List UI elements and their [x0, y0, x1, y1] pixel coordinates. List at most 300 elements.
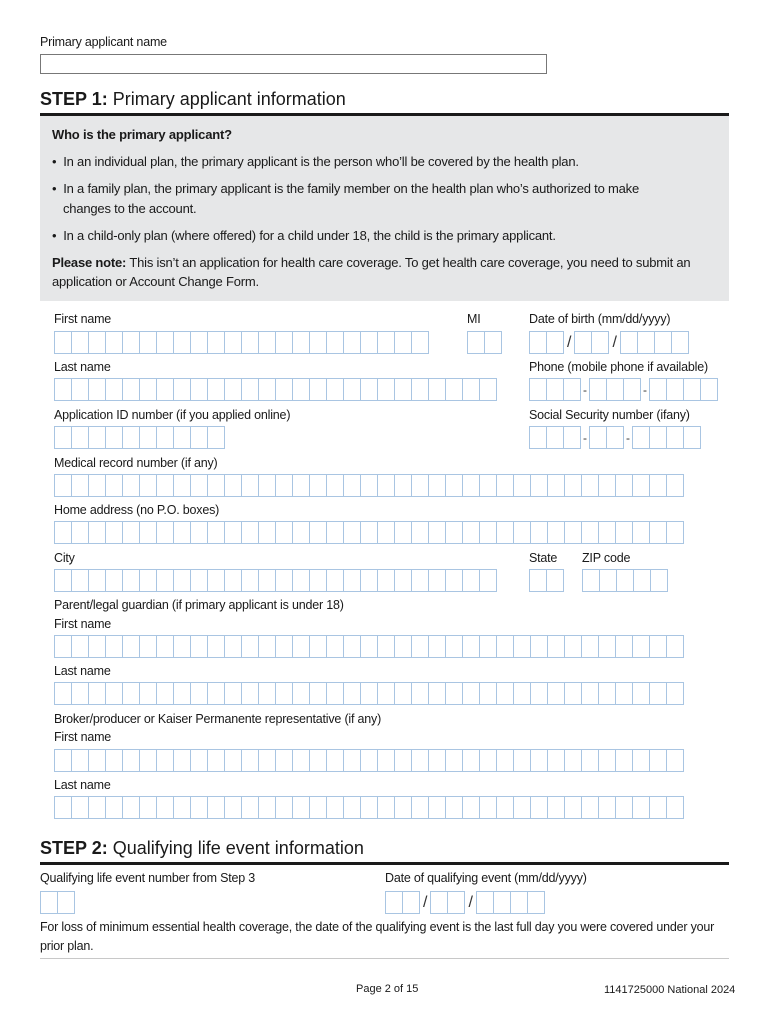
char-box[interactable]	[309, 331, 326, 354]
char-box[interactable]	[326, 635, 343, 658]
char-box[interactable]	[620, 331, 637, 354]
char-box[interactable]	[224, 682, 241, 705]
char-box[interactable]	[292, 635, 309, 658]
char-box[interactable]	[546, 569, 564, 592]
char-box[interactable]	[428, 682, 445, 705]
char-box[interactable]	[377, 521, 394, 544]
char-box[interactable]	[666, 796, 684, 819]
char-box[interactable]	[606, 378, 623, 401]
char-box[interactable]	[190, 331, 207, 354]
char-box[interactable]	[105, 426, 122, 449]
char-box[interactable]	[88, 521, 105, 544]
char-box[interactable]	[428, 521, 445, 544]
char-box[interactable]	[589, 378, 606, 401]
char-box[interactable]	[462, 796, 479, 819]
char-box[interactable]	[402, 891, 420, 914]
char-box[interactable]	[430, 891, 447, 914]
ssn-input[interactable]	[529, 426, 701, 449]
char-box[interactable]	[241, 474, 258, 497]
char-box[interactable]	[564, 635, 581, 658]
char-box[interactable]	[156, 474, 173, 497]
char-box[interactable]	[377, 378, 394, 401]
char-box[interactable]	[394, 682, 411, 705]
char-box[interactable]	[122, 796, 139, 819]
char-box[interactable]	[105, 635, 122, 658]
char-box[interactable]	[479, 635, 496, 658]
char-box[interactable]	[360, 796, 377, 819]
char-box[interactable]	[326, 474, 343, 497]
char-box[interactable]	[54, 796, 71, 819]
char-box[interactable]	[156, 569, 173, 592]
char-box[interactable]	[529, 378, 546, 401]
char-box[interactable]	[71, 682, 88, 705]
char-box[interactable]	[666, 426, 683, 449]
application-id-input[interactable]	[54, 426, 225, 449]
char-box[interactable]	[547, 521, 564, 544]
char-box[interactable]	[479, 682, 496, 705]
char-box[interactable]	[428, 378, 445, 401]
char-box[interactable]	[241, 749, 258, 772]
char-box[interactable]	[496, 749, 513, 772]
char-box[interactable]	[275, 331, 292, 354]
char-box[interactable]	[581, 796, 598, 819]
char-box[interactable]	[666, 682, 684, 705]
char-box[interactable]	[428, 474, 445, 497]
char-box[interactable]	[394, 635, 411, 658]
char-box[interactable]	[445, 749, 462, 772]
char-box[interactable]	[173, 569, 190, 592]
char-box[interactable]	[462, 378, 479, 401]
char-box[interactable]	[258, 331, 275, 354]
char-box[interactable]	[207, 426, 225, 449]
char-box[interactable]	[484, 331, 502, 354]
char-box[interactable]	[88, 331, 105, 354]
char-box[interactable]	[496, 796, 513, 819]
char-box[interactable]	[377, 749, 394, 772]
char-box[interactable]	[275, 635, 292, 658]
char-box[interactable]	[105, 682, 122, 705]
char-box[interactable]	[275, 378, 292, 401]
char-box[interactable]	[343, 521, 360, 544]
char-box[interactable]	[292, 682, 309, 705]
char-box[interactable]	[173, 749, 190, 772]
char-box[interactable]	[207, 378, 224, 401]
char-box[interactable]	[547, 796, 564, 819]
char-box[interactable]	[529, 569, 546, 592]
char-box[interactable]	[411, 635, 428, 658]
char-box[interactable]	[88, 569, 105, 592]
char-box[interactable]	[190, 796, 207, 819]
char-box[interactable]	[564, 521, 581, 544]
char-box[interactable]	[598, 474, 615, 497]
char-box[interactable]	[139, 521, 156, 544]
char-box[interactable]	[156, 378, 173, 401]
char-box[interactable]	[258, 378, 275, 401]
char-box[interactable]	[513, 474, 530, 497]
home-address-input[interactable]	[54, 521, 684, 544]
broker-first-name-input[interactable]	[54, 749, 684, 772]
char-box[interactable]	[462, 682, 479, 705]
char-box[interactable]	[683, 426, 701, 449]
char-box[interactable]	[666, 749, 684, 772]
char-box[interactable]	[606, 426, 624, 449]
char-box[interactable]	[563, 426, 581, 449]
char-box[interactable]	[57, 891, 75, 914]
char-box[interactable]	[173, 426, 190, 449]
char-box[interactable]	[445, 682, 462, 705]
char-box[interactable]	[343, 635, 360, 658]
char-box[interactable]	[411, 749, 428, 772]
char-box[interactable]	[411, 331, 429, 354]
char-box[interactable]	[71, 749, 88, 772]
char-box[interactable]	[156, 426, 173, 449]
char-box[interactable]	[105, 521, 122, 544]
char-box[interactable]	[122, 378, 139, 401]
char-box[interactable]	[292, 569, 309, 592]
char-box[interactable]	[513, 682, 530, 705]
char-box[interactable]	[326, 378, 343, 401]
char-box[interactable]	[598, 682, 615, 705]
char-box[interactable]	[326, 569, 343, 592]
char-box[interactable]	[530, 521, 547, 544]
char-box[interactable]	[122, 331, 139, 354]
char-box[interactable]	[173, 474, 190, 497]
char-box[interactable]	[462, 521, 479, 544]
char-box[interactable]	[598, 749, 615, 772]
char-box[interactable]	[428, 796, 445, 819]
char-box[interactable]	[343, 569, 360, 592]
char-box[interactable]	[574, 331, 591, 354]
char-box[interactable]	[105, 796, 122, 819]
char-box[interactable]	[377, 331, 394, 354]
char-box[interactable]	[275, 796, 292, 819]
char-box[interactable]	[105, 331, 122, 354]
char-box[interactable]	[513, 796, 530, 819]
char-box[interactable]	[546, 378, 563, 401]
char-box[interactable]	[71, 569, 88, 592]
char-box[interactable]	[530, 749, 547, 772]
char-box[interactable]	[564, 796, 581, 819]
char-box[interactable]	[156, 796, 173, 819]
char-box[interactable]	[411, 569, 428, 592]
char-box[interactable]	[462, 569, 479, 592]
char-box[interactable]	[394, 331, 411, 354]
char-box[interactable]	[394, 474, 411, 497]
event-date-input[interactable]	[385, 891, 545, 914]
char-box[interactable]	[40, 891, 57, 914]
char-box[interactable]	[71, 331, 88, 354]
char-box[interactable]	[54, 569, 71, 592]
char-box[interactable]	[258, 682, 275, 705]
dob-input[interactable]	[529, 331, 689, 354]
char-box[interactable]	[649, 682, 666, 705]
char-box[interactable]	[479, 521, 496, 544]
char-box[interactable]	[343, 749, 360, 772]
char-box[interactable]	[581, 635, 598, 658]
char-box[interactable]	[650, 569, 668, 592]
char-box[interactable]	[649, 378, 666, 401]
char-box[interactable]	[360, 331, 377, 354]
char-box[interactable]	[428, 569, 445, 592]
char-box[interactable]	[241, 569, 258, 592]
char-box[interactable]	[343, 378, 360, 401]
char-box[interactable]	[105, 749, 122, 772]
char-box[interactable]	[122, 682, 139, 705]
char-box[interactable]	[615, 521, 632, 544]
char-box[interactable]	[173, 521, 190, 544]
char-box[interactable]	[377, 474, 394, 497]
char-box[interactable]	[292, 474, 309, 497]
char-box[interactable]	[54, 474, 71, 497]
char-box[interactable]	[616, 569, 633, 592]
char-box[interactable]	[530, 474, 547, 497]
ssn-part-2[interactable]	[589, 426, 624, 449]
char-box[interactable]	[122, 635, 139, 658]
char-box[interactable]	[599, 569, 616, 592]
char-box[interactable]	[122, 749, 139, 772]
char-box[interactable]	[207, 331, 224, 354]
char-box[interactable]	[275, 569, 292, 592]
char-box[interactable]	[139, 569, 156, 592]
char-box[interactable]	[190, 474, 207, 497]
char-box[interactable]	[54, 426, 71, 449]
char-box[interactable]	[224, 635, 241, 658]
char-box[interactable]	[190, 749, 207, 772]
char-box[interactable]	[360, 682, 377, 705]
char-box[interactable]	[564, 682, 581, 705]
event-number-input[interactable]	[40, 891, 75, 914]
char-box[interactable]	[275, 521, 292, 544]
char-box[interactable]	[139, 426, 156, 449]
char-box[interactable]	[615, 796, 632, 819]
char-box[interactable]	[207, 796, 224, 819]
char-box[interactable]	[445, 796, 462, 819]
char-box[interactable]	[326, 331, 343, 354]
char-box[interactable]	[615, 474, 632, 497]
char-box[interactable]	[496, 474, 513, 497]
char-box[interactable]	[377, 682, 394, 705]
char-box[interactable]	[122, 521, 139, 544]
char-box[interactable]	[385, 891, 402, 914]
char-box[interactable]	[633, 569, 650, 592]
char-box[interactable]	[105, 569, 122, 592]
char-box[interactable]	[258, 796, 275, 819]
char-box[interactable]	[445, 378, 462, 401]
first-name-input[interactable]	[54, 331, 429, 354]
char-box[interactable]	[411, 682, 428, 705]
primary-applicant-name-input[interactable]	[40, 54, 547, 74]
medical-record-input[interactable]	[54, 474, 684, 497]
char-box[interactable]	[445, 474, 462, 497]
char-box[interactable]	[88, 682, 105, 705]
char-box[interactable]	[207, 521, 224, 544]
char-box[interactable]	[428, 749, 445, 772]
char-box[interactable]	[547, 474, 564, 497]
char-box[interactable]	[496, 521, 513, 544]
zip-input[interactable]	[582, 569, 668, 592]
char-box[interactable]	[479, 474, 496, 497]
char-box[interactable]	[156, 635, 173, 658]
char-box[interactable]	[156, 521, 173, 544]
char-box[interactable]	[88, 635, 105, 658]
char-box[interactable]	[190, 521, 207, 544]
char-box[interactable]	[309, 796, 326, 819]
char-box[interactable]	[632, 474, 649, 497]
char-box[interactable]	[258, 474, 275, 497]
char-box[interactable]	[309, 569, 326, 592]
dob-day[interactable]	[574, 331, 609, 354]
char-box[interactable]	[683, 378, 700, 401]
char-box[interactable]	[591, 331, 609, 354]
char-box[interactable]	[190, 682, 207, 705]
char-box[interactable]	[462, 635, 479, 658]
char-box[interactable]	[666, 635, 684, 658]
char-box[interactable]	[173, 378, 190, 401]
char-box[interactable]	[343, 331, 360, 354]
char-box[interactable]	[258, 569, 275, 592]
char-box[interactable]	[615, 682, 632, 705]
char-box[interactable]	[309, 378, 326, 401]
char-box[interactable]	[360, 521, 377, 544]
char-box[interactable]	[139, 682, 156, 705]
city-input[interactable]	[54, 569, 497, 592]
char-box[interactable]	[292, 796, 309, 819]
char-box[interactable]	[598, 796, 615, 819]
dob-year[interactable]	[620, 331, 689, 354]
char-box[interactable]	[156, 749, 173, 772]
char-box[interactable]	[241, 682, 258, 705]
char-box[interactable]	[467, 331, 484, 354]
ssn-part-3[interactable]	[632, 426, 701, 449]
char-box[interactable]	[241, 378, 258, 401]
char-box[interactable]	[493, 891, 510, 914]
char-box[interactable]	[258, 635, 275, 658]
char-box[interactable]	[71, 474, 88, 497]
char-box[interactable]	[428, 635, 445, 658]
char-box[interactable]	[326, 521, 343, 544]
char-box[interactable]	[530, 635, 547, 658]
broker-last-name-input[interactable]	[54, 796, 684, 819]
char-box[interactable]	[529, 331, 546, 354]
char-box[interactable]	[190, 426, 207, 449]
char-box[interactable]	[632, 682, 649, 705]
state-input[interactable]	[529, 569, 564, 592]
char-box[interactable]	[582, 569, 599, 592]
char-box[interactable]	[309, 749, 326, 772]
guardian-first-name-input[interactable]	[54, 635, 684, 658]
char-box[interactable]	[326, 749, 343, 772]
char-box[interactable]	[190, 569, 207, 592]
char-box[interactable]	[479, 749, 496, 772]
char-box[interactable]	[224, 474, 241, 497]
event-year[interactable]	[476, 891, 545, 914]
char-box[interactable]	[241, 796, 258, 819]
char-box[interactable]	[343, 474, 360, 497]
char-box[interactable]	[666, 378, 683, 401]
char-box[interactable]	[224, 796, 241, 819]
char-box[interactable]	[190, 378, 207, 401]
char-box[interactable]	[513, 635, 530, 658]
char-box[interactable]	[462, 474, 479, 497]
char-box[interactable]	[122, 474, 139, 497]
char-box[interactable]	[207, 749, 224, 772]
char-box[interactable]	[632, 426, 649, 449]
event-day[interactable]	[430, 891, 465, 914]
char-box[interactable]	[88, 426, 105, 449]
char-box[interactable]	[510, 891, 527, 914]
char-box[interactable]	[411, 474, 428, 497]
char-box[interactable]	[241, 331, 258, 354]
char-box[interactable]	[360, 378, 377, 401]
char-box[interactable]	[309, 682, 326, 705]
char-box[interactable]	[649, 521, 666, 544]
char-box[interactable]	[54, 749, 71, 772]
char-box[interactable]	[71, 378, 88, 401]
char-box[interactable]	[666, 521, 684, 544]
char-box[interactable]	[173, 635, 190, 658]
char-box[interactable]	[445, 569, 462, 592]
phone-prefix[interactable]	[589, 378, 641, 401]
char-box[interactable]	[88, 749, 105, 772]
char-box[interactable]	[292, 331, 309, 354]
char-box[interactable]	[623, 378, 641, 401]
char-box[interactable]	[258, 749, 275, 772]
char-box[interactable]	[671, 331, 689, 354]
phone-area[interactable]	[529, 378, 581, 401]
char-box[interactable]	[54, 521, 71, 544]
char-box[interactable]	[139, 331, 156, 354]
char-box[interactable]	[241, 635, 258, 658]
char-box[interactable]	[360, 749, 377, 772]
char-box[interactable]	[71, 426, 88, 449]
ssn-part-1[interactable]	[529, 426, 581, 449]
char-box[interactable]	[139, 474, 156, 497]
char-box[interactable]	[589, 426, 606, 449]
char-box[interactable]	[394, 521, 411, 544]
char-box[interactable]	[394, 378, 411, 401]
char-box[interactable]	[54, 682, 71, 705]
char-box[interactable]	[394, 796, 411, 819]
char-box[interactable]	[224, 378, 241, 401]
phone-input[interactable]	[529, 378, 718, 401]
char-box[interactable]	[207, 635, 224, 658]
char-box[interactable]	[445, 635, 462, 658]
char-box[interactable]	[598, 521, 615, 544]
char-box[interactable]	[547, 635, 564, 658]
char-box[interactable]	[343, 796, 360, 819]
char-box[interactable]	[54, 378, 71, 401]
char-box[interactable]	[547, 749, 564, 772]
char-box[interactable]	[360, 569, 377, 592]
char-box[interactable]	[139, 635, 156, 658]
char-box[interactable]	[649, 474, 666, 497]
char-box[interactable]	[360, 635, 377, 658]
char-box[interactable]	[105, 474, 122, 497]
char-box[interactable]	[666, 474, 684, 497]
char-box[interactable]	[156, 682, 173, 705]
char-box[interactable]	[546, 426, 563, 449]
char-box[interactable]	[564, 474, 581, 497]
char-box[interactable]	[275, 749, 292, 772]
char-box[interactable]	[394, 569, 411, 592]
char-box[interactable]	[394, 749, 411, 772]
char-box[interactable]	[496, 635, 513, 658]
char-box[interactable]	[224, 521, 241, 544]
char-box[interactable]	[564, 749, 581, 772]
char-box[interactable]	[447, 891, 465, 914]
char-box[interactable]	[581, 749, 598, 772]
char-box[interactable]	[190, 635, 207, 658]
